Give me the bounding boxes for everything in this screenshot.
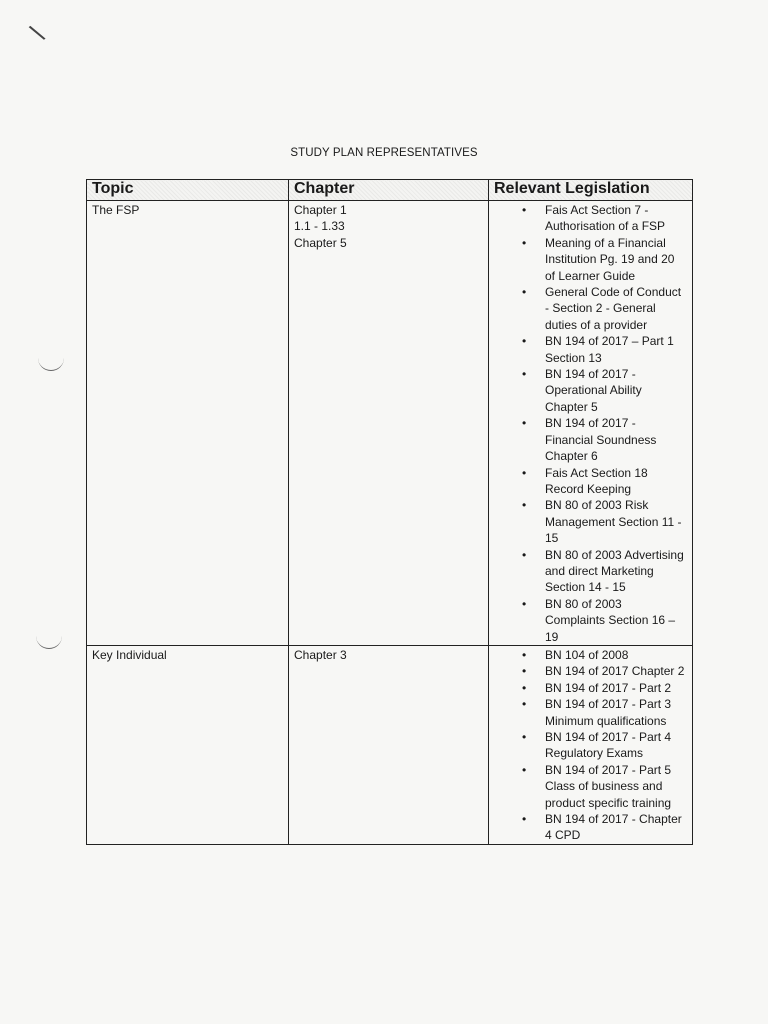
legislation-text: Meaning of a Financial Institution Pg. 19 and 20 of Learner Guide bbox=[545, 235, 675, 283]
list-item bbox=[494, 729, 687, 762]
list-item bbox=[494, 497, 687, 546]
chapter-line: Chapter 1 bbox=[294, 203, 347, 217]
bullet-icon: • bbox=[522, 664, 527, 679]
legislation-text: BN 194 of 2017 - Operational Ability Chapter 5 bbox=[545, 367, 642, 414]
list-item bbox=[494, 647, 687, 663]
list-item bbox=[494, 366, 687, 415]
legislation-text: BN 194 of 2017 - Part 4 Regulatory Exams bbox=[545, 730, 672, 761]
header-topic: Topic bbox=[87, 180, 289, 201]
bullet-icon: • bbox=[522, 498, 527, 513]
legislation-text: BN 80 of 2003 Risk Management Section 11 - 15 bbox=[545, 498, 682, 546]
table-header-row bbox=[87, 180, 693, 201]
topic-cell: The FSP bbox=[87, 201, 289, 646]
chapter-line: Chapter 5 bbox=[294, 235, 347, 250]
bullet-icon: • bbox=[522, 367, 527, 382]
chapter-line: Chapter 3 bbox=[294, 647, 347, 662]
legislation-text: BN 104 of 2008 bbox=[545, 647, 629, 662]
header-legislation: Relevant Legislation bbox=[489, 180, 693, 201]
legislation-text: BN 194 of 2017 - Part 5 Class of business and product specific training bbox=[545, 762, 672, 810]
bullet-icon: • bbox=[522, 812, 527, 827]
list-item bbox=[494, 202, 687, 235]
list-item bbox=[494, 465, 687, 498]
list-item bbox=[494, 415, 687, 464]
bullet-icon: • bbox=[522, 680, 527, 695]
study-plan-table bbox=[86, 179, 693, 845]
legislation-text: BN 194 of 2017 – Part 1 Section 13 bbox=[545, 334, 674, 365]
legislation-text: Fais Act Section 7 - Authorisation of a FSP bbox=[545, 203, 666, 234]
list-item bbox=[494, 596, 687, 645]
list-item bbox=[494, 333, 687, 366]
pen-mark: \ bbox=[25, 18, 49, 48]
bullet-icon: • bbox=[522, 730, 527, 744]
list-item bbox=[494, 696, 687, 729]
legislation-text: BN 194 of 2017 Chapter 2 bbox=[545, 664, 685, 679]
list-item bbox=[494, 284, 687, 333]
bullet-icon: • bbox=[522, 547, 527, 562]
legislation-text: BN 80 of 2003 Complaints Section 16 – 19 bbox=[545, 596, 676, 644]
legislation-text: Fais Act Section 18 Record Keeping bbox=[545, 465, 648, 496]
chapter-line: 1.1 - 1.33 bbox=[294, 219, 345, 234]
document-title: STUDY PLAN REPRESENTATIVES bbox=[290, 147, 478, 159]
table-row bbox=[87, 645, 693, 844]
legislation-text: BN 80 of 2003 Advertising and direct Marketing Section 14 - 15 bbox=[545, 547, 684, 595]
list-item bbox=[494, 811, 687, 844]
list-item bbox=[494, 547, 687, 596]
legislation-text: BN 194 of 2017 - Financial Soundness Chapter 6 bbox=[545, 416, 657, 464]
bullet-icon: • bbox=[522, 334, 527, 349]
legislation-text: BN 194 of 2017 - Part 2 bbox=[545, 680, 672, 695]
bullet-icon: • bbox=[522, 647, 527, 662]
list-item bbox=[494, 680, 687, 696]
bullet-icon: • bbox=[522, 203, 527, 217]
list-item bbox=[494, 663, 687, 679]
list-item bbox=[494, 762, 687, 811]
scan-artifact bbox=[38, 358, 64, 371]
bullet-icon: • bbox=[522, 235, 527, 250]
topic-cell: Key Individual bbox=[87, 645, 289, 844]
bullet-icon: • bbox=[522, 762, 527, 777]
chapter-cell bbox=[289, 645, 489, 844]
legislation-text: BN 194 of 2017 - Chapter 4 CPD bbox=[545, 812, 682, 843]
scan-artifact bbox=[36, 636, 62, 649]
bullet-icon: • bbox=[522, 416, 527, 431]
chapter-cell bbox=[289, 201, 489, 646]
table-row bbox=[87, 201, 693, 646]
bullet-icon: • bbox=[522, 285, 527, 300]
list-item bbox=[494, 235, 687, 284]
legislation-cell bbox=[489, 201, 693, 646]
bullet-icon: • bbox=[522, 697, 527, 712]
legislation-list bbox=[494, 647, 687, 844]
bullet-icon: • bbox=[522, 596, 527, 611]
legislation-list bbox=[494, 202, 687, 645]
header-chapter: Chapter bbox=[289, 180, 489, 201]
legislation-text: BN 194 of 2017 - Part 3 Minimum qualifications bbox=[545, 697, 672, 728]
bullet-icon: • bbox=[522, 465, 527, 480]
legislation-cell bbox=[489, 645, 693, 844]
legislation-text: General Code of Conduct - Section 2 - General duties of a provider bbox=[545, 285, 682, 332]
